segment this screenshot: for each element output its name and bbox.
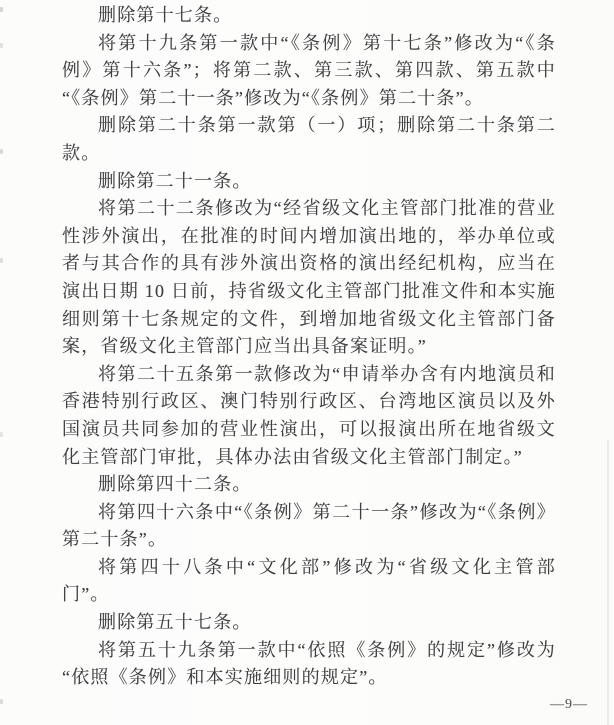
- paragraph: 将第五十九条第一款中“依照《条例》的规定”修改为“依照《条例》和本实施细则的规定”。: [62, 639, 556, 688]
- scan-artifact: [0, 43, 3, 48]
- paragraph: 删除第二十一条。: [98, 170, 252, 191]
- paragraph: 将第四十八条中“文化部”修改为“省级文化主管部门”。: [62, 556, 556, 605]
- scan-artifact: [0, 149, 3, 154]
- paragraph: 删除第五十七条。: [98, 612, 252, 633]
- paragraph: 删除第四十二条。: [98, 474, 252, 495]
- paragraph: 将第四十六条中“《条例》第二十一条”修改为“《条例》第二十条”。: [62, 501, 556, 550]
- page-edge-line: [607, 440, 609, 725]
- paragraph: 将第十九条第一款中“《条例》第十七条”修改为“《条例》第十六条”；将第二款、第三款、第四款、第五款中“《条例》第二十一条”修改为“《条例》第二十条”。: [62, 32, 556, 108]
- scan-artifact: [0, 7, 3, 12]
- scan-artifact: [0, 432, 3, 437]
- document-body-text: [62, 2, 556, 692]
- paragraph: 将第二十五条第一款修改为“申请举办含有内地演员和香港特别行政区、澳门特别行政区、台湾地区演员以及外国演员共同参加的营业性演出，可以报演出所在地省级文化主管部门审批，具体办法由省级文化主管部门制定。”: [62, 363, 556, 467]
- scan-artifact: [0, 258, 3, 263]
- paragraph: 删除第十七条。: [98, 5, 233, 25]
- scan-artifact: [0, 699, 3, 704]
- paragraph: 将第二十二条修改为“经省级文化主管部门批准的营业性涉外演出，在批准的时间内增加演出地的，举办单位或者与其合作的具有涉外演出资格的演出经纪机构，应当在演出日期 10 日前，持省级文化主管部门批准文件和本实施细则第十七条规定的文件，到增加地省级文化主管部门备案，省级文化主管部门应当出具备案证明。”: [62, 198, 556, 357]
- paragraph: 删除第二十条第一款第（一）项；删除第二十条第二款。: [62, 115, 556, 163]
- page-number: —9—: [550, 697, 588, 712]
